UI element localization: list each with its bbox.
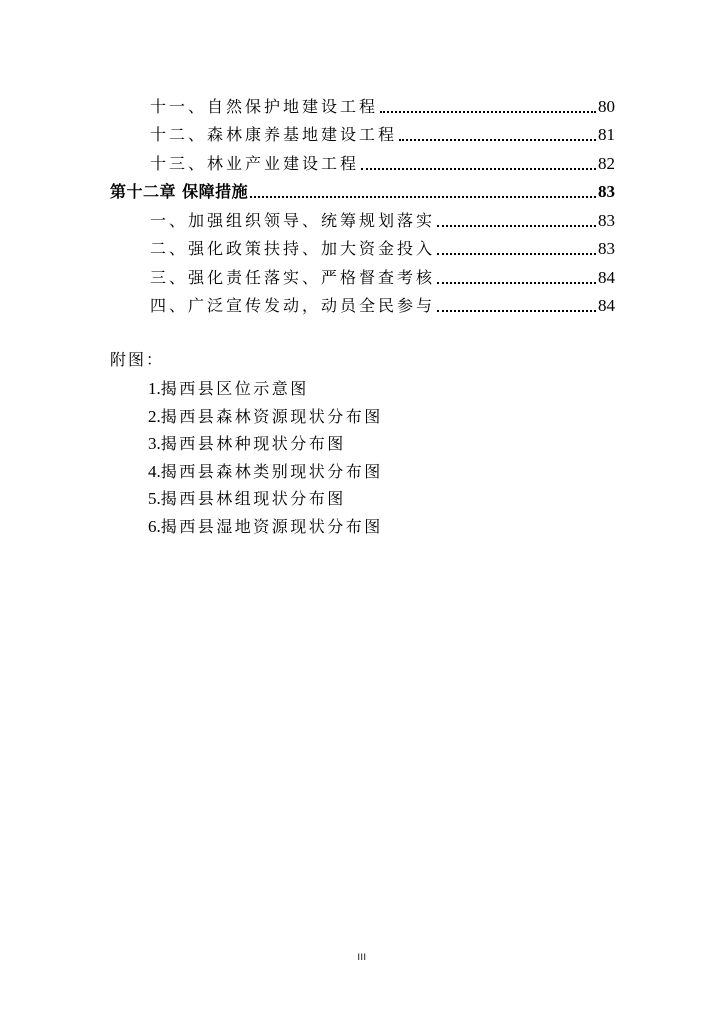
toc-dot-leader [361, 156, 596, 170]
toc-dot-leader [380, 99, 596, 113]
toc-entry-label: 一、加强组织领导、统筹规划落实 [150, 210, 436, 230]
toc-entry-label: 十三、林业产业建设工程 [150, 153, 360, 173]
figure-item[interactable] [148, 488, 383, 516]
toc-entry[interactable] [110, 145, 615, 174]
figure-item[interactable] [148, 461, 383, 489]
figure-number: 3. [148, 434, 161, 453]
toc-entry-label: 十二、森林康养基地建设工程 [150, 125, 398, 144]
figure-number: 2. [148, 406, 161, 426]
toc-entry[interactable] [110, 202, 615, 231]
figure-item[interactable] [148, 516, 383, 544]
toc-entry-label: 三、强化责任落实、严格督查考核 [150, 267, 436, 287]
figure-title: 揭西县湿地资源现状分布图 [160, 516, 383, 536]
toc-entry-page: 83 [598, 239, 615, 258]
figure-title: 揭西县森林类别现状分布图 [160, 461, 383, 481]
figure-title: 揭西县森林资源现状分布图 [160, 406, 383, 426]
toc-dot-leader [399, 127, 596, 141]
figure-title: 揭西县林组现状分布图 [160, 489, 346, 508]
figure-item[interactable] [148, 406, 383, 434]
figures-list [148, 378, 383, 543]
toc-entry-page: 82 [598, 153, 615, 173]
toc-entry[interactable] [110, 231, 615, 260]
toc-entry-label: 十一、自然保护地建设工程 [150, 96, 379, 116]
toc-entry[interactable] [110, 117, 615, 146]
figure-number: 1. [148, 379, 161, 398]
toc-dot-leader [437, 241, 596, 255]
toc-entry-page: 81 [598, 125, 615, 144]
toc-entry-page: 84 [598, 296, 615, 315]
figure-number: 4. [148, 461, 161, 481]
figure-number: 5. [148, 489, 161, 508]
toc-entry[interactable] [110, 88, 615, 117]
figure-item[interactable] [148, 378, 383, 406]
toc-chapter-page: 83 [598, 182, 615, 201]
figure-title: 揭西县林种现状分布图 [160, 434, 346, 453]
page-number: III [357, 952, 367, 962]
toc-entry-label: 四、广泛宣传发动，动员全民参与 [150, 296, 436, 315]
toc-entry-page: 83 [598, 210, 615, 230]
toc-dot-leader [250, 184, 596, 198]
toc-entry-label: 二、强化政策扶持、加大资金投入 [150, 239, 436, 258]
table-of-contents [110, 88, 615, 316]
toc-entry[interactable] [110, 259, 615, 288]
toc-dot-leader [437, 298, 596, 312]
toc-chapter-entry[interactable] [110, 174, 615, 203]
toc-entry[interactable] [110, 288, 615, 317]
toc-dot-leader [437, 213, 596, 227]
figure-item[interactable] [148, 433, 383, 461]
toc-entry-page: 80 [598, 96, 615, 116]
figure-title: 揭西县区位示意图 [160, 379, 309, 398]
figures-heading: 附图： [110, 350, 165, 369]
toc-chapter-label: 第十二章 保障措施 [110, 182, 249, 201]
toc-dot-leader [437, 270, 596, 284]
figure-number: 6. [148, 516, 161, 536]
toc-entry-page: 84 [598, 267, 615, 287]
